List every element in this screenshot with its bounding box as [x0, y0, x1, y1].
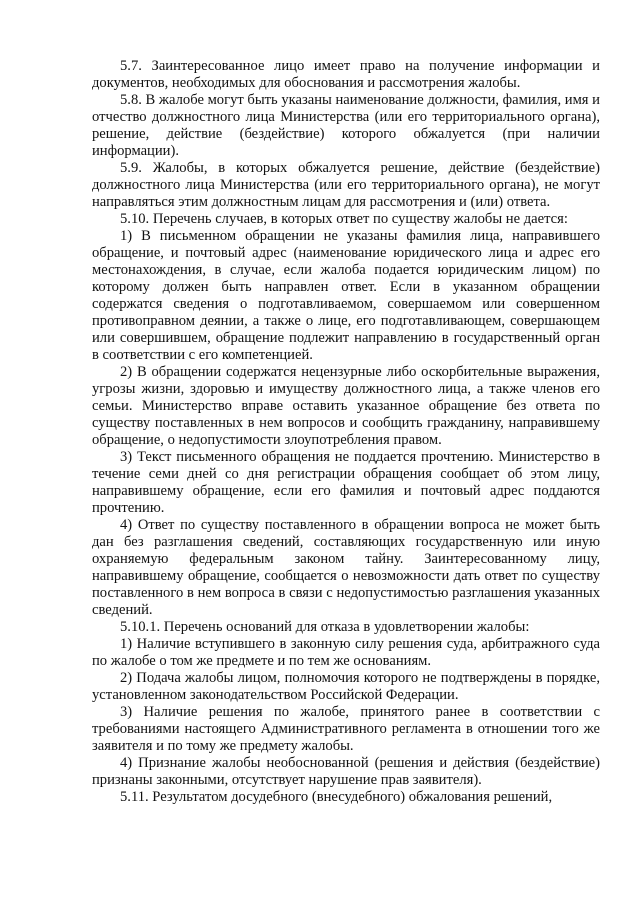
paragraph-5-7: 5.7. Заинтересованное лицо имеет право на получение информации и документов, необходимых для обоснования и рассмотрения жалобы.	[92, 58, 600, 91]
paragraph-5-10: 5.10. Перечень случаев, в которых ответ по существу жалобы не дается:	[120, 211, 568, 227]
paragraph-5-9: 5.9. Жалобы, в которых обжалуется решение, действие (бездействие) должностного лица Министерства (или его территориального органа), не могут направляться этим должностным лицам для рассмотрения и (или) ответа.	[92, 160, 600, 210]
paragraph-5-10-1: 5.10.1. Перечень оснований для отказа в удовлетворении жалобы:	[120, 619, 530, 635]
paragraph-5-10-1-item-2: 2) Подача жалобы лицом, полномочия которого не подтверждены в порядке, установленном законодательством Российской Федерации.	[92, 670, 600, 703]
paragraph-5-10-item-4: 4) Ответ по существу поставленного в обращении вопроса не может быть дан без разглашения сведений, составляющих государственную или иную охраняемую федеральным законом тайну. Заинтересованному лицу, направившему обращение, сообщается о невозможности дать ответ по существу поставленного в нем вопроса в связи с недопустимостью разглашения указанных сведений.	[92, 517, 600, 618]
paragraph-5-10-1-item-4: 4) Признание жалобы необоснованной (решения и действия (бездействие) признаны законными, отсутствует нарушение прав заявителя).	[92, 755, 600, 788]
paragraph-5-10-item-3: 3) Текст письменного обращения не поддается прочтению. Министерство в течение семи дней со дня регистрации обращения сообщает об этом лицу, направившему обращение, если его фамилия и почтовый адрес поддаются прочтению.	[92, 449, 600, 516]
paragraph-5-8: 5.8. В жалобе могут быть указаны наименование должности, фамилия, имя и отчество должностного лица Министерства (или его территориального органа), решение, действие (бездействие) которого обжалуется (при наличии информации).	[92, 92, 600, 159]
paragraph-5-10-item-2: 2) В обращении содержатся нецензурные либо оскорбительные выражения, угрозы жизни, здоровью и имуществу должностного лица, а также членов его семьи. Министерство вправе оставить указанное обращение без ответа по существу поставленных в нем вопросов и сообщить гражданину, направившему обращение, о недопустимости злоупотребления правом.	[92, 364, 600, 448]
document-page	[92, 58, 600, 806]
paragraph-5-11: 5.11. Результатом досудебного (внесудебного) обжалования решений,	[120, 789, 553, 805]
paragraph-5-10-item-1: 1) В письменном обращении не указаны фамилия лица, направившего обращение, и почтовый адрес (наименование юридического лица и адрес его местонахождения, в случае, если жалоба подается юридическим лицом) по которому должен быть направлен ответ. Если в указанном обращении содержатся сведения о подготавливаемом, совершаемом или совершенном противоправном деянии, а также о лице, его подготавливающем, совершающем или совершившем, обращение подлежит направлению в государственный орган в соответствии с его компетенцией.	[92, 228, 600, 363]
paragraph-5-10-1-item-3: 3) Наличие решения по жалобе, принятого ранее в соответствии с требованиями настоящего Административного регламента в отношении того же заявителя и по тому же предмету жалобы.	[92, 704, 600, 754]
paragraph-5-10-1-item-1: 1) Наличие вступившего в законную силу решения суда, арбитражного суда по жалобе о том же предмете и по тем же основаниям.	[92, 636, 600, 669]
